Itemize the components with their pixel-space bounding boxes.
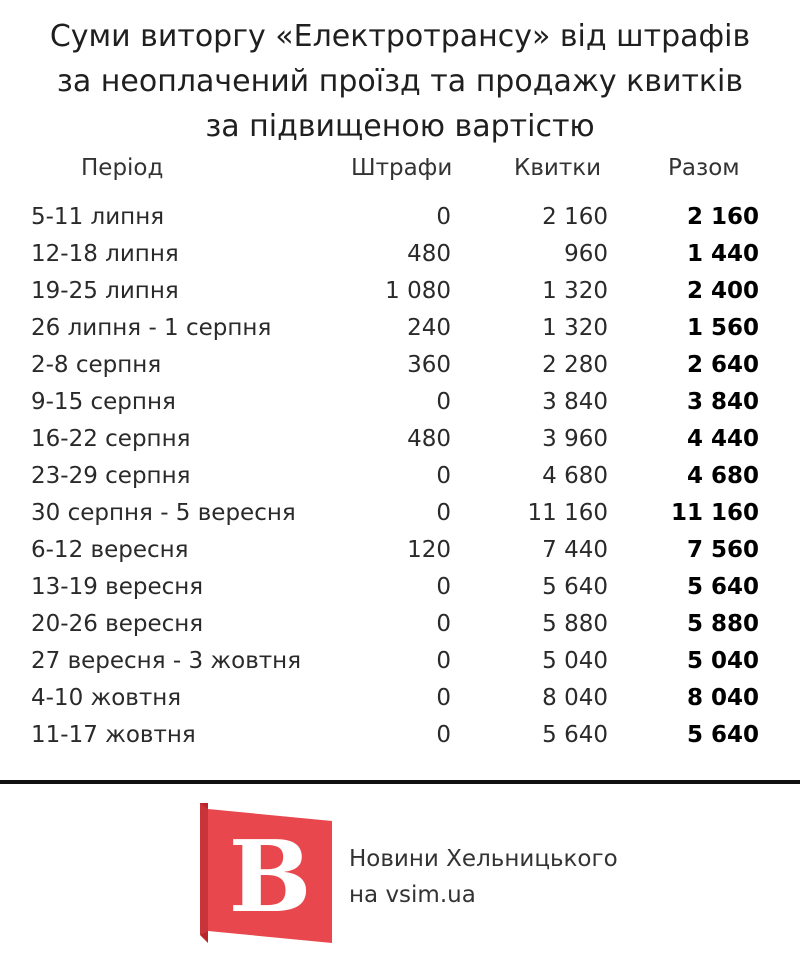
tickets-cell: 5 640 (542, 722, 608, 748)
table-row (0, 685, 800, 722)
tickets-cell: 8 040 (542, 685, 608, 711)
table-row (0, 537, 800, 574)
period-cell: 12-18 липня (31, 241, 179, 267)
total-cell: 11 160 (670, 500, 759, 526)
tickets-cell: 3 960 (542, 426, 608, 452)
total-cell: 3 840 (686, 389, 759, 415)
logo-letter: B (228, 820, 312, 935)
title-line-3: за підвищеною вартістю (205, 109, 595, 144)
fines-cell: 480 (407, 241, 451, 267)
table-row (0, 463, 800, 500)
table-row (0, 500, 800, 537)
title-line-2: за неоплачений проїзд та продажу квитків (56, 64, 744, 99)
column-header-total: Разом (668, 155, 740, 181)
fines-cell: 0 (436, 611, 451, 637)
table-row (0, 611, 800, 648)
fines-cell: 240 (407, 315, 451, 341)
period-cell: 9-15 серпня (31, 389, 176, 415)
table-row (0, 278, 800, 315)
table-row (0, 574, 800, 611)
table-row (0, 722, 800, 759)
table-row (0, 352, 800, 389)
footer-divider (0, 780, 800, 784)
period-cell: 19-25 липня (31, 278, 179, 304)
total-cell: 1 560 (686, 315, 759, 341)
period-cell: 30 серпня - 5 вересня (31, 500, 296, 526)
fines-cell: 480 (407, 426, 451, 452)
period-cell: 27 вересня - 3 жовтня (31, 648, 302, 674)
chart-title (0, 14, 800, 149)
fines-cell: 0 (436, 722, 451, 748)
table-row (0, 241, 800, 278)
total-cell: 5 040 (686, 648, 759, 674)
total-cell: 2 160 (686, 204, 759, 230)
tickets-cell: 4 680 (542, 463, 608, 489)
tickets-cell: 3 840 (542, 389, 608, 415)
period-cell: 11-17 жовтня (31, 722, 196, 748)
column-header-fines: Штрафи (351, 155, 453, 181)
total-cell: 2 400 (686, 278, 759, 304)
total-cell: 5 640 (686, 722, 759, 748)
period-cell: 2-8 серпня (31, 352, 162, 378)
column-header-period: Період (81, 155, 164, 181)
tickets-cell: 1 320 (542, 278, 608, 304)
title-line-1: Суми виторгу «Електротрансу» від штрафів (49, 19, 751, 54)
fines-cell: 120 (407, 537, 451, 563)
tickets-cell: 2 160 (542, 204, 608, 230)
fines-cell: 0 (436, 685, 451, 711)
fines-cell: 0 (436, 204, 451, 230)
tickets-cell: 2 280 (542, 352, 608, 378)
period-cell: 13-19 вересня (31, 574, 204, 600)
period-cell: 26 липня - 1 серпня (31, 315, 272, 341)
table-row (0, 204, 800, 241)
fines-cell: 0 (436, 389, 451, 415)
fines-cell: 0 (436, 463, 451, 489)
period-cell: 16-22 серпня (31, 426, 191, 452)
table-row (0, 426, 800, 463)
total-cell: 4 440 (686, 426, 759, 452)
period-cell: 20-26 вересня (31, 611, 204, 637)
logo-fold (200, 803, 208, 935)
fines-cell: 0 (436, 648, 451, 674)
fines-cell: 1 080 (385, 278, 451, 304)
table-row (0, 648, 800, 685)
period-cell: 6-12 вересня (31, 537, 189, 563)
total-cell: 2 640 (686, 352, 759, 378)
fines-cell: 0 (436, 500, 451, 526)
table-row (0, 389, 800, 426)
fines-cell: 360 (407, 352, 451, 378)
tickets-cell: 1 320 (542, 315, 608, 341)
period-cell: 23-29 серпня (31, 463, 191, 489)
tickets-cell: 5 880 (542, 611, 608, 637)
total-cell: 5 640 (686, 574, 759, 600)
vsim-logo (200, 803, 332, 943)
total-cell: 7 560 (686, 537, 759, 563)
brand-line-2: на vsim.ua (349, 882, 476, 908)
tickets-cell: 11 160 (527, 500, 608, 526)
total-cell: 4 680 (686, 463, 759, 489)
tickets-cell: 960 (564, 241, 608, 267)
total-cell: 1 440 (686, 241, 759, 267)
tickets-cell: 7 440 (542, 537, 608, 563)
tickets-cell: 5 640 (542, 574, 608, 600)
tickets-cell: 5 040 (542, 648, 608, 674)
fines-cell: 0 (436, 574, 451, 600)
total-cell: 8 040 (686, 685, 759, 711)
table-row (0, 315, 800, 352)
brand-text (349, 841, 618, 913)
total-cell: 5 880 (686, 611, 759, 637)
period-cell: 4-10 жовтня (31, 685, 182, 711)
column-header-tickets: Квитки (514, 155, 602, 181)
brand-line-1: Новини Хельницького (349, 846, 618, 872)
period-cell: 5-11 липня (31, 204, 165, 230)
